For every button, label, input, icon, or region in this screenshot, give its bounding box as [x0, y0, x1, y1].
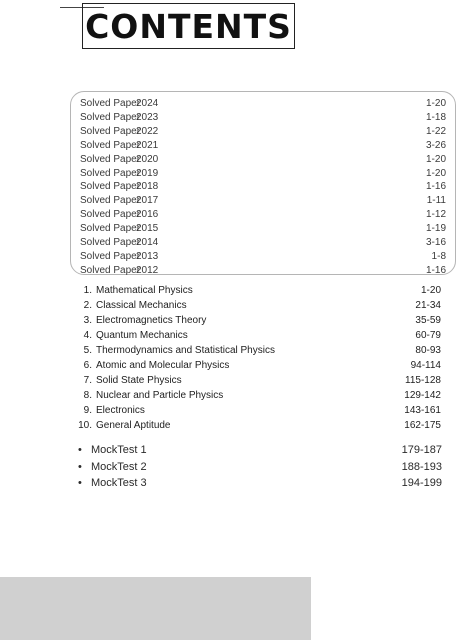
solved-paper-label: Solved Paper: [80, 264, 141, 276]
chapter-title: Solid State Physics: [96, 375, 182, 386]
bullet-icon: •: [78, 477, 82, 489]
solved-paper-row: [80, 194, 446, 208]
chapter-row: [78, 298, 441, 313]
solved-paper-year: 2014: [136, 237, 159, 248]
solved-paper-year: 2022: [136, 125, 159, 137]
mock-test-pages: 179-187: [401, 444, 442, 456]
chapter-number: 6.: [83, 360, 92, 371]
solved-paper-label: Solved Paper: [80, 237, 141, 248]
chapter-row: [78, 373, 441, 388]
solved-paper-label: Solved Paper: [80, 167, 141, 179]
mock-test-row: [78, 459, 442, 475]
solved-paper-year: 2020: [136, 153, 159, 165]
chapter-pages: 129-142: [404, 390, 441, 401]
solved-paper-pages: 1-22: [425, 125, 446, 137]
chapter-title: Electronics: [96, 405, 145, 416]
solved-paper-row: [80, 97, 446, 111]
chapter-row: [78, 403, 441, 418]
solved-paper-row: [80, 180, 446, 194]
chapter-row: [78, 418, 441, 433]
chapter-title: Nuclear and Particle Physics: [96, 390, 224, 401]
mock-test-title: MockTest 1: [91, 444, 147, 456]
solved-paper-row: [80, 250, 446, 264]
chapter-pages: 35-59: [415, 315, 441, 326]
solved-paper-year: 2023: [136, 111, 159, 123]
chapter-title: Electromagnetics Theory: [96, 315, 207, 326]
chapter-number: 8.: [83, 390, 92, 401]
chapter-row: [78, 358, 441, 373]
mock-test-row: [78, 442, 442, 458]
mock-test-row: [78, 475, 442, 491]
solved-paper-row: [80, 208, 446, 222]
solved-paper-year: 2021: [136, 139, 159, 151]
chapter-pages: 162-175: [404, 420, 441, 431]
solved-paper-pages: 1-20: [425, 153, 446, 165]
chapter-title: Mathematical Physics: [96, 285, 193, 296]
solved-paper-pages: 1-20: [425, 98, 446, 109]
solved-paper-row: [80, 264, 446, 278]
solved-paper-pages: 1-16: [425, 181, 446, 193]
solved-paper-label: Solved Paper: [80, 125, 141, 137]
solved-paper-label: Solved Paper: [80, 209, 141, 221]
chapter-title: Atomic and Molecular Physics: [96, 360, 230, 371]
solved-paper-pages: 1-8: [431, 250, 446, 262]
chapter-title: General Aptitude: [96, 420, 171, 431]
solved-paper-label: Solved Paper: [80, 98, 141, 109]
solved-paper-year: 2015: [136, 223, 159, 235]
solved-paper-pages: 1-19: [425, 223, 446, 235]
solved-paper-label: Solved Paper: [80, 250, 141, 262]
solved-paper-pages: 1-11: [426, 195, 446, 207]
page-title: CONTENTS: [82, 3, 295, 49]
chapter-pages: 115-128: [405, 375, 441, 386]
solved-paper-label: Solved Paper: [80, 181, 141, 193]
solved-paper-label: Solved Paper: [80, 111, 141, 123]
bullet-icon: •: [78, 460, 82, 473]
solved-paper-row: [80, 111, 446, 125]
solved-paper-year: 2017: [136, 195, 159, 207]
solved-paper-year: 2024: [136, 98, 159, 109]
chapter-row: [78, 343, 441, 358]
solved-paper-year: 2018: [136, 181, 159, 193]
chapter-row: [78, 328, 441, 343]
chapter-title: Quantum Mechanics: [96, 330, 188, 341]
solved-paper-row: [80, 222, 446, 236]
solved-paper-year: 2012: [136, 264, 159, 276]
bullet-icon: •: [78, 444, 82, 456]
solved-paper-year: 2019: [136, 167, 159, 179]
solved-paper-row: [80, 167, 446, 181]
chapter-row: [78, 283, 441, 298]
chapter-pages: 143-161: [404, 405, 441, 416]
solved-paper-pages: 1-20: [425, 167, 446, 179]
chapter-number: 10.: [78, 420, 92, 431]
chapter-number: 2.: [83, 300, 92, 311]
solved-paper-pages: 3-26: [425, 139, 446, 151]
mock-test-pages: 188-193: [401, 460, 442, 473]
chapter-row: [78, 388, 441, 403]
chapter-pages: 94-114: [410, 360, 441, 371]
chapter-number: 9.: [83, 405, 92, 416]
solved-paper-label: Solved Paper: [80, 195, 141, 207]
solved-paper-pages: 1-16: [425, 264, 446, 276]
solved-paper-row: [80, 236, 446, 250]
chapter-pages: 60-79: [415, 330, 441, 341]
solved-paper-row: [80, 153, 446, 167]
solved-paper-pages: 1-18: [425, 111, 446, 123]
solved-paper-label: Solved Paper: [80, 139, 141, 151]
chapter-number: 5.: [83, 345, 92, 356]
mock-test-title: MockTest 3: [91, 477, 147, 489]
chapter-number: 4.: [83, 330, 92, 341]
footer-gray-block: [0, 577, 311, 640]
solved-paper-label: Solved Paper: [80, 223, 141, 235]
solved-paper-year: 2013: [136, 250, 159, 262]
solved-paper-row: [80, 139, 446, 153]
chapter-number: 3.: [83, 315, 92, 326]
chapter-pages: 80-93: [415, 345, 441, 356]
mock-test-title: MockTest 2: [91, 460, 147, 473]
chapter-number: 7.: [83, 375, 92, 386]
chapter-title: Thermodynamics and Statistical Physics: [96, 345, 275, 356]
solved-paper-year: 2016: [136, 209, 159, 221]
mock-test-pages: 194-199: [401, 477, 442, 489]
solved-paper-pages: 1-12: [425, 209, 446, 221]
solved-paper-label: Solved Paper: [80, 153, 141, 165]
chapter-row: [78, 313, 441, 328]
solved-paper-row: [80, 125, 446, 139]
chapter-pages: 1-20: [420, 285, 441, 296]
chapter-pages: 21-34: [415, 300, 441, 311]
chapter-number: 1.: [83, 285, 92, 296]
solved-paper-pages: 3-16: [425, 237, 446, 248]
chapter-title: Classical Mechanics: [96, 300, 187, 311]
